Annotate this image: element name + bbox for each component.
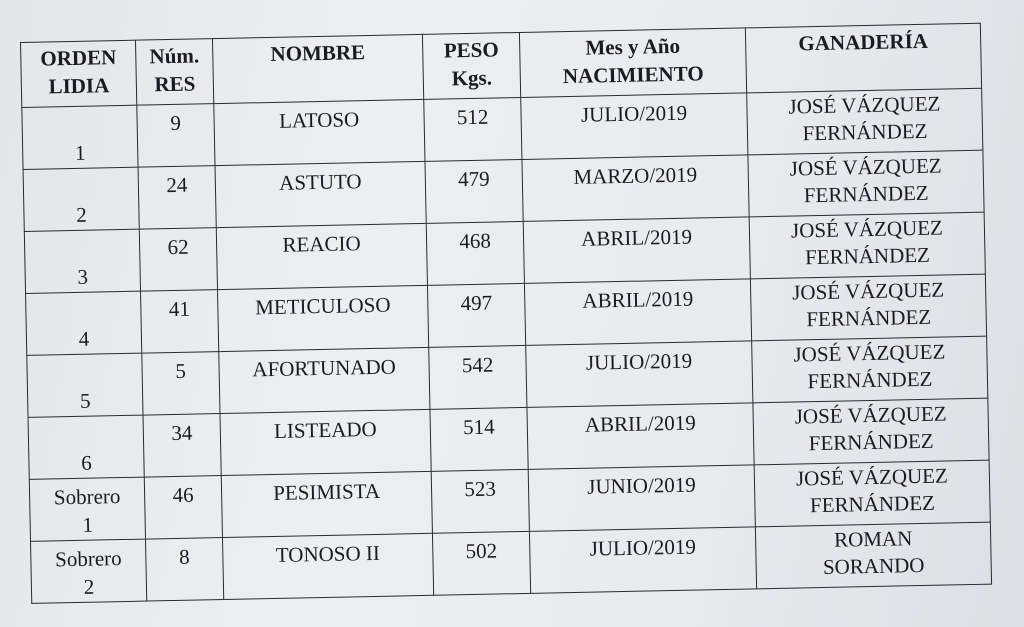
cell-num-res: 24 xyxy=(138,166,216,230)
cell-mes-ano-nacimiento: ABRIL/2019 xyxy=(523,217,750,284)
cell-orden-lidia: Sobrero 2 xyxy=(31,539,147,603)
cell-mes-ano-nacimiento: ABRIL/2019 xyxy=(524,279,751,346)
cell-mes-ano-nacimiento: JULIO/2019 xyxy=(529,527,756,594)
cell-nombre: AFORTUNADO xyxy=(219,347,430,413)
header-mes-ano-nacimiento: Mes y Año NACIMIENTO xyxy=(519,28,746,98)
cell-ganaderia: ROMAN SORANDO xyxy=(755,522,991,589)
cell-ganaderia: JOSÉ VÁZQUEZ FERNÁNDEZ xyxy=(750,274,986,341)
cell-ganaderia: JOSÉ VÁZQUEZ FERNÁNDEZ xyxy=(752,336,988,403)
cell-nombre: ASTUTO xyxy=(215,161,426,227)
cell-num-res: 8 xyxy=(146,538,224,602)
cell-peso: 468 xyxy=(426,221,524,285)
cell-nombre: PESIMISTA xyxy=(221,471,432,537)
cell-mes-ano-nacimiento: JUNIO/2019 xyxy=(528,465,755,532)
table-body xyxy=(22,88,992,603)
header-num-res: Núm. RES xyxy=(135,39,213,106)
bull-table xyxy=(20,23,992,604)
cell-orden-lidia: 6 xyxy=(28,415,144,479)
cell-mes-ano-nacimiento: JULIO/2019 xyxy=(521,93,748,160)
cell-ganaderia: JOSÉ VÁZQUEZ FERNÁNDEZ xyxy=(749,212,985,279)
header-orden-lidia: ORDEN LIDIA xyxy=(21,40,137,107)
cell-ganaderia: JOSÉ VÁZQUEZ FERNÁNDEZ xyxy=(753,398,989,465)
header-nombre: NOMBRE xyxy=(212,34,423,103)
cell-orden-lidia: 5 xyxy=(27,353,143,417)
cell-ganaderia: JOSÉ VÁZQUEZ FERNÁNDEZ xyxy=(754,460,990,527)
cell-nombre: REACIO xyxy=(216,223,427,289)
cell-orden-lidia: 3 xyxy=(24,229,140,293)
cell-num-res: 34 xyxy=(143,414,221,478)
cell-orden-lidia: 4 xyxy=(26,291,142,355)
cell-orden-lidia: Sobrero 1 xyxy=(29,477,145,541)
cell-peso: 512 xyxy=(424,97,522,161)
cell-peso: 514 xyxy=(430,407,528,471)
cell-ganaderia: JOSÉ VÁZQUEZ FERNÁNDEZ xyxy=(748,150,984,217)
cell-peso: 542 xyxy=(429,345,527,409)
cell-mes-ano-nacimiento: MARZO/2019 xyxy=(522,155,749,222)
cell-num-res: 5 xyxy=(142,352,220,416)
cell-peso: 497 xyxy=(427,283,525,347)
cell-num-res: 62 xyxy=(139,228,217,292)
cell-num-res: 9 xyxy=(137,104,215,168)
cell-peso: 502 xyxy=(432,531,530,595)
cell-orden-lidia: 2 xyxy=(23,167,139,231)
cell-ganaderia: JOSÉ VÁZQUEZ FERNÁNDEZ xyxy=(747,88,983,155)
cell-nombre: TONOSO II xyxy=(222,533,433,599)
cell-nombre: LATOSO xyxy=(214,99,425,165)
cell-nombre: LISTEADO xyxy=(220,409,431,475)
cell-orden-lidia: 1 xyxy=(22,105,138,169)
cell-num-res: 41 xyxy=(141,290,219,354)
header-peso: PESO Kgs. xyxy=(422,32,520,99)
document-sheet xyxy=(20,22,1013,604)
header-ganaderia: GANADERÍA xyxy=(745,23,981,93)
cell-peso: 523 xyxy=(431,469,529,533)
cell-peso: 479 xyxy=(425,159,523,223)
cell-num-res: 46 xyxy=(144,476,222,540)
cell-nombre: METICULOSO xyxy=(218,285,429,351)
cell-mes-ano-nacimiento: ABRIL/2019 xyxy=(527,403,754,470)
cell-mes-ano-nacimiento: JULIO/2019 xyxy=(526,341,753,408)
